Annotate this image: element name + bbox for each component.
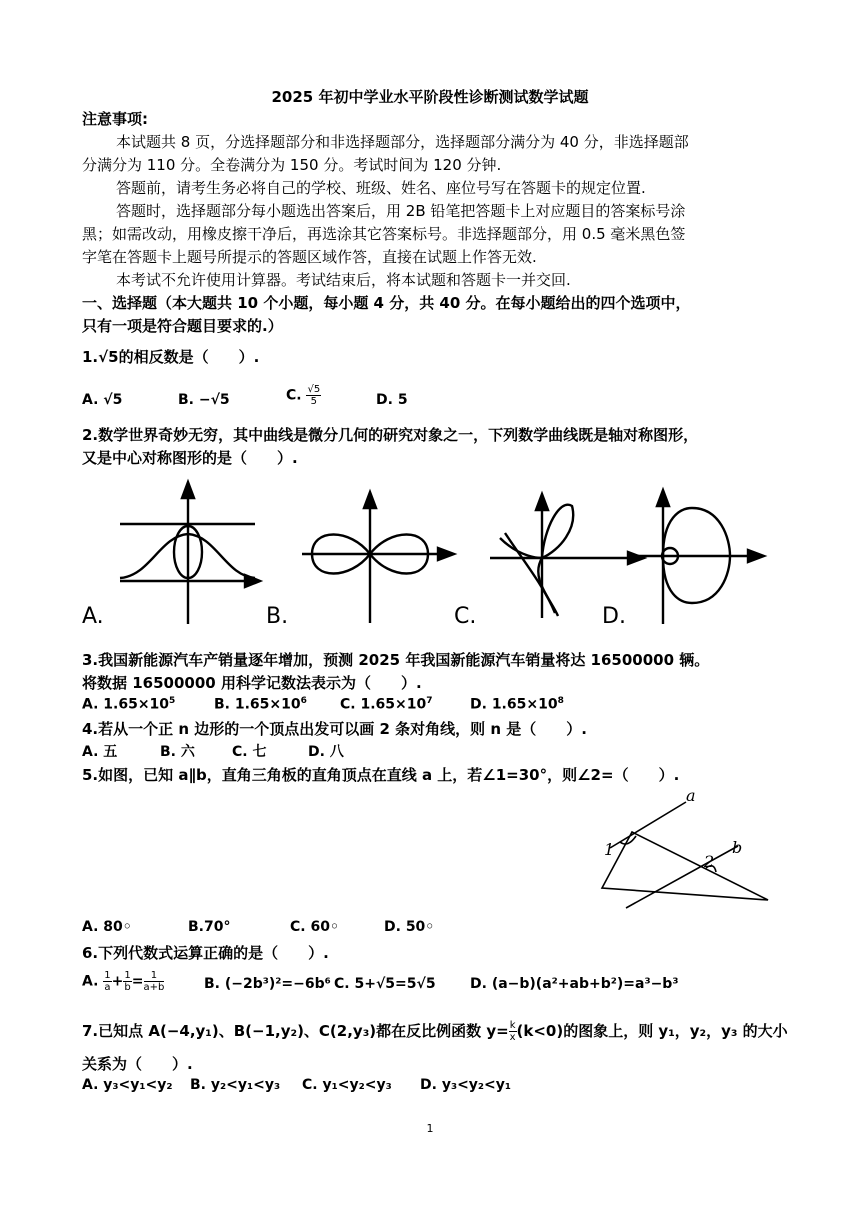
q1-option-d: D. 5	[376, 392, 408, 408]
q4-option-b: B. 六	[160, 744, 195, 760]
q7-line1-end: (k<0)的图象上，则 y₁，y₂，y₃ 的大小	[516, 1022, 788, 1040]
section-heading-line1: 一、选择题（本大题共 10 个小题，每小题 4 分，共 40 分。在每小题给出的四个选项中，	[82, 294, 691, 312]
q2-line2: 又是中心对称图形的是（ ）.	[82, 449, 298, 467]
q7-option-b: B. y₂<y₁<y₃	[190, 1077, 281, 1093]
q5-option-b: B.70°	[188, 919, 231, 935]
notice-p2: 答题前，请考生务必将自己的学校、班级、姓名、座位号写在答题卡的规定位置.	[116, 179, 646, 197]
q5-option-d: D. 50◦	[384, 919, 435, 935]
notice-p3b: 黑；如需改动，用橡皮擦干净后，再选涂其它答案标号。非选择题部分，用 0.5 毫米黑色签	[82, 225, 686, 243]
q7-line2: 关系为（ ）.	[82, 1055, 193, 1073]
q1-text: 的相反数是（ ）.	[118, 348, 260, 366]
q6-a-frac1-den: a	[104, 982, 111, 993]
q1-option-c-fraction	[306, 384, 321, 407]
q5-label-a: a	[686, 786, 696, 805]
q2-line1: 2.数学世界奇妙无穷，其中曲线是微分几何的研究对象之一，下列数学曲线既是轴对称图形，	[82, 426, 699, 444]
notice-p3c: 字笔在答题卡上题号所提示的答题区域作答，直接在试题上作答无效.	[82, 248, 537, 266]
q6-a-frac2-num: 1	[124, 970, 131, 981]
q5-label-2: 2	[704, 852, 715, 871]
page-number: 1	[426, 1122, 434, 1135]
q3-line1: 3.我国新能源汽车产销量逐年增加，预测 2025 年我国新能源汽车销量将达 16500000 辆。	[82, 651, 710, 669]
curve-d	[635, 490, 764, 624]
q6-option-a	[82, 970, 164, 993]
q6-option-d: D. (a−b)(a²+ab+b²)=a³−b³	[470, 976, 679, 992]
section-heading-line2: 只有一项是符合题目要求的.）	[82, 317, 283, 335]
q7-option-a: A. y₃<y₁<y₂	[82, 1077, 173, 1093]
q3-a-exp: 5	[169, 696, 176, 706]
q3-option-c	[340, 696, 433, 713]
q5-line: 5.如图，已知 a∥b，直角三角板的直角顶点在直线 a 上，若∠1=30°，则∠2=（ ）.	[82, 766, 680, 784]
q5-label-1: 1	[604, 840, 615, 859]
q7-frac-num: k	[509, 1020, 516, 1031]
q1-sqrt: √5	[98, 348, 119, 366]
q5-option-a: A. 80◦	[82, 919, 132, 935]
q6-a-frac3	[144, 970, 165, 993]
q5-option-c: C. 60◦	[290, 919, 339, 935]
line-a	[610, 802, 686, 848]
q4-line: 4.若从一个正 n 边形的一个顶点出发可以画 2 条对角线，则 n 是（ ）.	[82, 720, 587, 738]
notice-p1a: 本试题共 8 页，分选择题部分和非选择题部分，选择题部分满分为 40 分，非选择题部	[116, 133, 689, 151]
q2-label-d: D.	[602, 604, 626, 629]
exam-title: 2025 年初中学业水平阶段性诊断测试数学试题	[271, 88, 589, 106]
q1-c-numerator: √5	[307, 384, 321, 395]
q6-a-plus: +	[111, 973, 124, 990]
q6-a-frac3-den: a+b	[143, 982, 165, 993]
q7-option-d: D. y₃<y₂<y₁	[420, 1077, 512, 1093]
right-triangle	[602, 832, 768, 900]
q6-line: 6.下列代数式运算正确的是（ ）.	[82, 944, 329, 962]
q2-label-c: C.	[454, 604, 477, 629]
q1-option-c	[286, 384, 321, 407]
q3-c-base: C. 1.65×10	[340, 696, 427, 713]
q5-triangle-figure	[590, 790, 790, 915]
q2-label-b: B.	[266, 604, 289, 629]
q7-line1	[82, 1020, 788, 1043]
q7-option-c: C. y₁<y₂<y₃	[302, 1077, 392, 1093]
q2-label-a: A.	[82, 604, 104, 629]
notice-heading: 注意事项:	[82, 110, 148, 128]
q3-d-exp: 8	[557, 696, 564, 706]
q3-b-exp: 6	[300, 696, 307, 706]
q6-a-frac3-num: 1	[144, 970, 165, 982]
q6-a-label: A.	[82, 973, 99, 990]
q1-c-denominator: 5	[310, 396, 318, 407]
q4-option-c: C. 七	[232, 744, 267, 760]
notice-p1b: 分满分为 110 分。全卷满分为 150 分。考试时间为 120 分钟.	[82, 156, 502, 174]
q3-option-b	[214, 696, 307, 713]
q3-d-base: D. 1.65×10	[470, 696, 558, 713]
q7-fraction	[509, 1020, 517, 1043]
q5-label-b: b	[732, 838, 743, 857]
q6-a-frac2-den: b	[124, 982, 131, 993]
q6-a-frac1-num: 1	[104, 970, 111, 981]
q4-option-d: D. 八	[308, 744, 344, 760]
q3-line2: 将数据 16500000 用科学记数法表示为（ ）.	[82, 674, 422, 692]
q7-line1-start: 7.已知点 A(−4,y₁)、B(−1,y₂)、C(2,y₃)都在反比例函数 y=	[82, 1022, 509, 1040]
curve-c	[490, 494, 644, 618]
q6-option-c: C. 5+√5=5√5	[334, 976, 436, 992]
q2-curves-figure	[80, 478, 770, 634]
q1-option-b: B. −√5	[178, 392, 230, 408]
q7-frac-den: x	[509, 1032, 516, 1043]
curve-b	[302, 492, 454, 623]
q6-a-frac2	[123, 970, 131, 993]
q3-c-exp: 7	[426, 696, 433, 706]
notice-p4: 本考试不允许使用计算器。考试结束后，将本试题和答题卡一并交回.	[116, 271, 571, 289]
notice-p3a: 答题时，选择题部分每小题选出答案后，用 2B 铅笔把答题卡上对应题目的答案标号涂	[116, 202, 686, 220]
q6-a-eq: =	[131, 973, 144, 990]
q3-a-base: A. 1.65×10	[82, 696, 170, 713]
q3-b-base: B. 1.65×10	[214, 696, 301, 713]
q3-option-a	[82, 696, 175, 713]
q1-option-c-label: C.	[286, 387, 302, 404]
q3-option-d	[470, 696, 564, 713]
q1-number: 1.	[82, 348, 99, 366]
q6-option-b: B. (−2b³)²=−6b⁶	[204, 976, 331, 992]
q1-option-a: A. √5	[82, 392, 123, 408]
q4-option-a: A. 五	[82, 744, 118, 760]
q6-a-frac1	[103, 970, 111, 993]
curve-a	[120, 482, 260, 624]
question-1	[82, 346, 259, 367]
